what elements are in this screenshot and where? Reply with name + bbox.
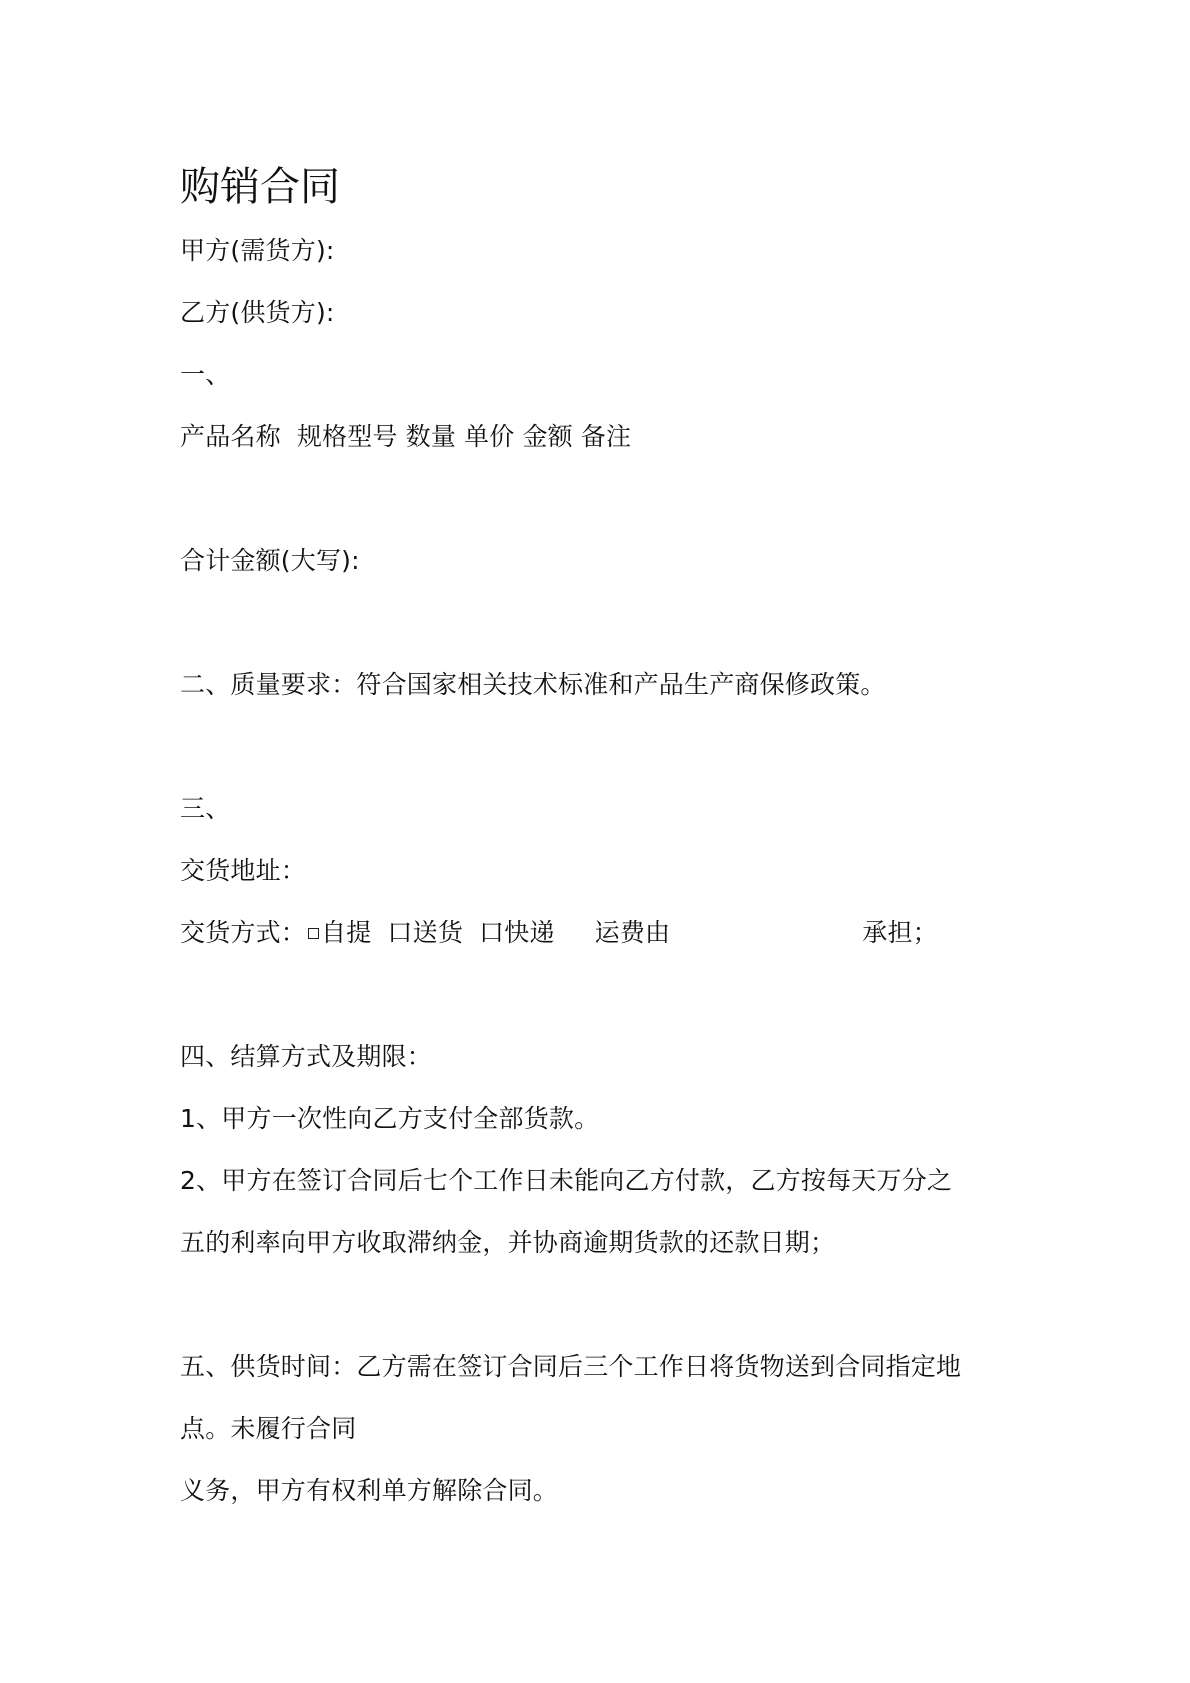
- header-unit-price: 单价: [464, 422, 515, 451]
- party-b-line: 乙方(供货方):: [180, 298, 335, 327]
- option-self-pickup: 自提: [321, 918, 372, 947]
- option-express: 口快递: [479, 918, 555, 947]
- section-2-quality: 二、质量要求：符合国家相关技术标准和产品生产商保修政策。: [180, 670, 886, 699]
- section-4-item-2-line-2: 五的利率向甲方收取滞纳金，并协商逾期货款的还款日期；: [180, 1228, 836, 1257]
- section-4-item-1: 1、甲方一次性向乙方支付全部货款。: [180, 1104, 600, 1133]
- party-a-line: 甲方(需货方):: [180, 236, 335, 265]
- delivery-method-label: 交货方式：: [180, 918, 307, 947]
- total-amount-line: 合计金额(大写):: [180, 546, 360, 575]
- header-amount: 金额: [522, 422, 573, 451]
- checkbox-icon: [308, 928, 319, 939]
- freight-suffix: 承担；: [862, 918, 938, 947]
- header-quantity: 数量: [405, 422, 457, 451]
- delivery-method-line: [180, 916, 938, 950]
- header-spec-model: 规格型号: [296, 422, 398, 451]
- product-table-header: [180, 420, 631, 454]
- section-1-heading: 一、: [180, 360, 231, 389]
- option-delivery: 口送货: [387, 918, 464, 947]
- header-remarks: 备注: [580, 422, 632, 451]
- freight-prefix: 运费由: [594, 918, 671, 947]
- document-title: 购销合同: [180, 164, 340, 210]
- section-3-heading: 三、: [180, 794, 231, 823]
- section-4-item-2-line-1: 2、甲方在签订合同后七个工作日未能向乙方付款，乙方按每天万分之: [180, 1166, 953, 1195]
- section-4-heading: 四、结算方式及期限：: [180, 1042, 433, 1071]
- section-5-line-3: 义务，甲方有权利单方解除合同。: [180, 1476, 559, 1505]
- section-5-line-1: 五、供货时间：乙方需在签订合同后三个工作日将货物送到合同指定地: [180, 1352, 962, 1381]
- delivery-address-line: 交货地址：: [180, 856, 307, 885]
- section-5-line-2: 点。未履行合同: [180, 1414, 357, 1443]
- header-product-name: 产品名称: [180, 422, 281, 451]
